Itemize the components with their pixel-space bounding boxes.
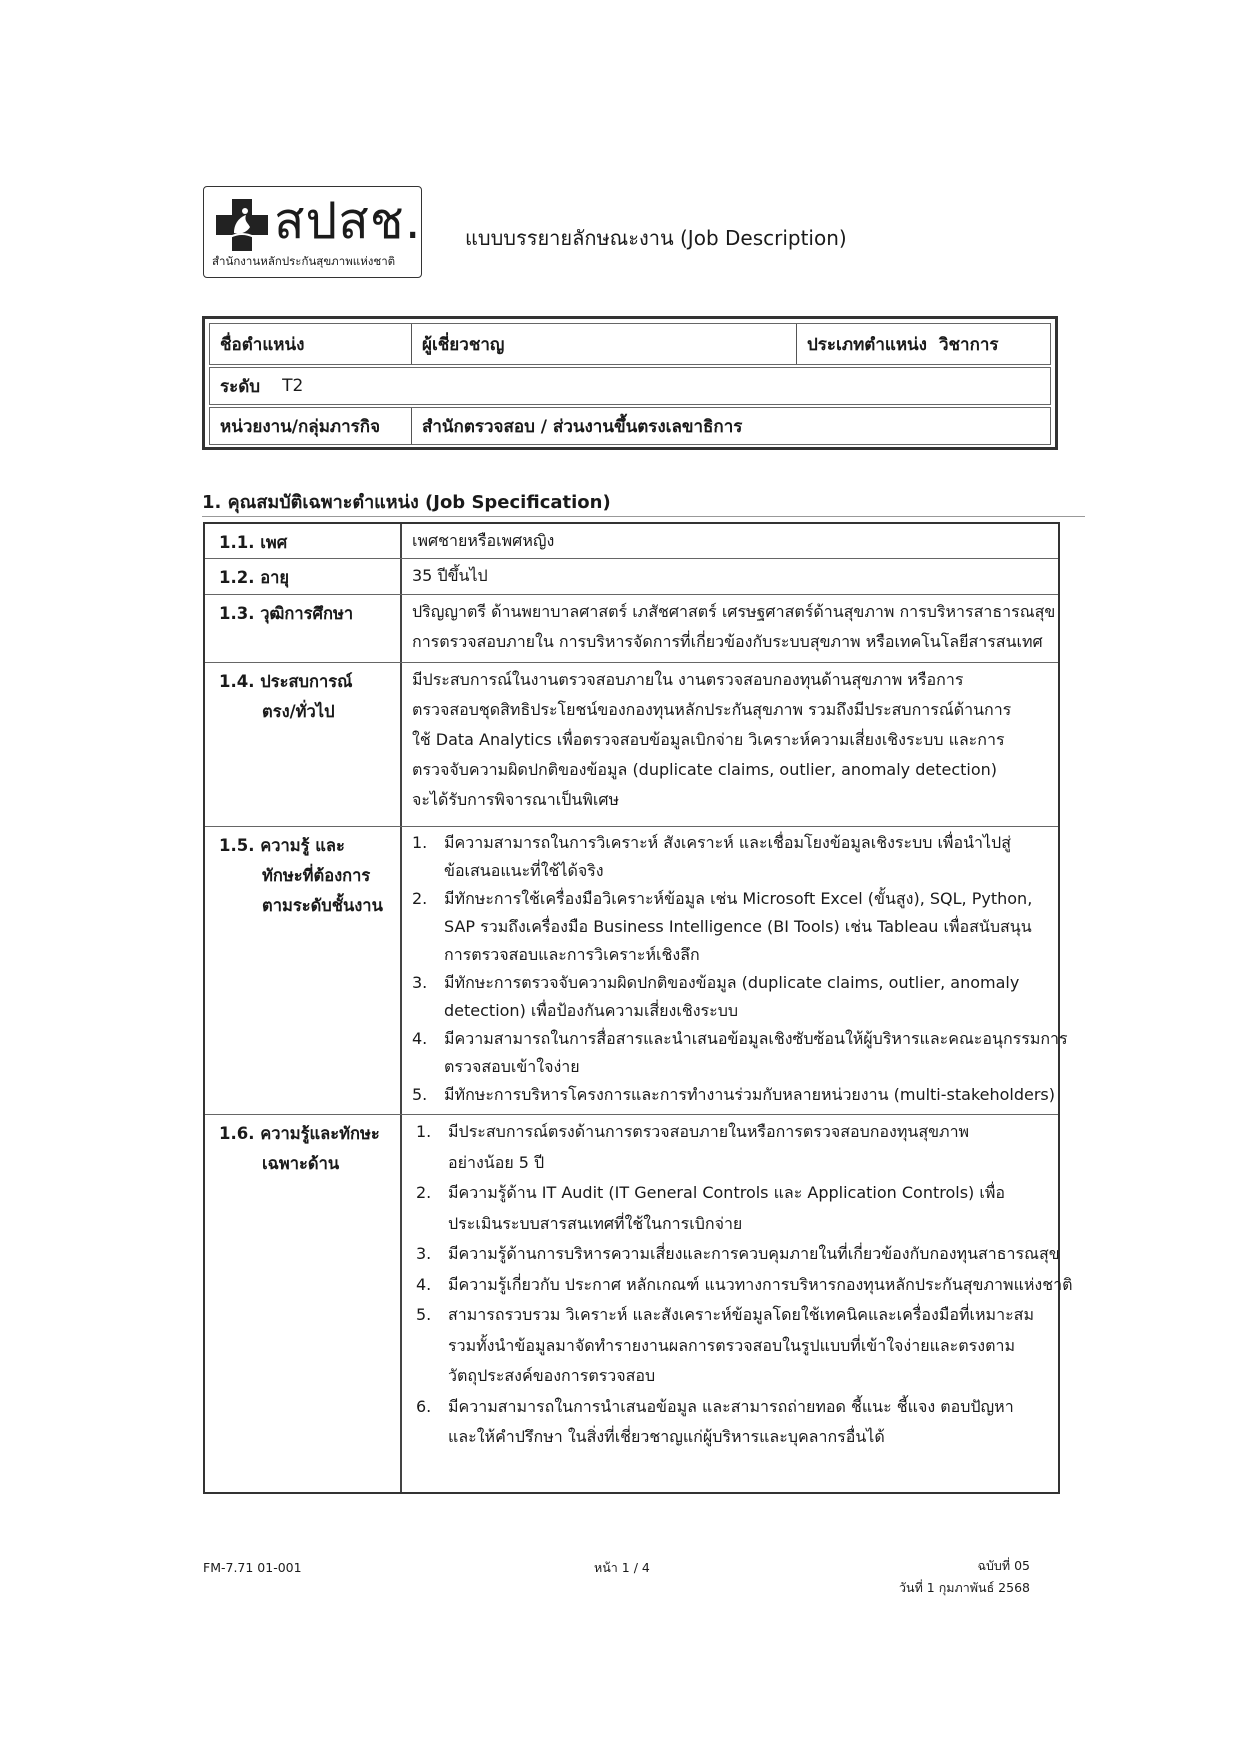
list-text-line: มีประสบการณ์ตรงด้านการตรวจสอบภายในหรือการตรวจสอบกองทุนสุขภาพ bbox=[448, 1122, 970, 1141]
list-item bbox=[416, 1270, 1073, 1301]
spec-content bbox=[402, 524, 1058, 558]
spec-content bbox=[402, 595, 1058, 662]
logo-abbreviation: สปสช. bbox=[274, 192, 422, 250]
list-item bbox=[412, 1025, 1068, 1081]
list-number: 3. bbox=[412, 973, 428, 992]
list-text-line: ประเมินระบบสารสนเทศที่ใช้ในการเบิกจ่าย bbox=[448, 1213, 743, 1233]
spec-label bbox=[205, 559, 402, 594]
spec-label-line: 1.4. ประสบการณ์ bbox=[219, 672, 353, 691]
organization-logo bbox=[203, 186, 422, 278]
spec-content bbox=[402, 827, 1068, 1114]
spec-label-line: 1.1. เพศ bbox=[219, 533, 288, 552]
spec-row-specific-skills bbox=[205, 1115, 1073, 1492]
list-text-line: การตรวจสอบและการวิเคราะห์เชิงลึก bbox=[444, 945, 700, 964]
spec-label-line: 1.5. ความรู้ และ bbox=[219, 836, 345, 855]
list-item bbox=[416, 1178, 1042, 1239]
spec-label-line: ตรง/ทั่วไป bbox=[262, 702, 335, 721]
edition-number: ฉบับที่ 05 bbox=[977, 1558, 1030, 1573]
header-row-unit bbox=[209, 407, 1051, 445]
spec-row-experience bbox=[205, 663, 1058, 827]
spec-content bbox=[402, 559, 1058, 594]
list-number: 1. bbox=[412, 833, 428, 852]
list-text-line: มีความรู้เกี่ยวกับ ประกาศ หลักเกณฑ์ แนวทางการบริหารกองทุนหลักประกันสุขภาพแห่งชาติ bbox=[448, 1274, 1073, 1294]
list-text-line: SAP รวมถึงเครื่องมือ Business Intelligence (BI Tools) เช่น Tableau เพื่อสนับสนุน bbox=[444, 917, 1032, 936]
list-text-line: มีทักษะการตรวจจับความผิดปกติของข้อมูล (duplicate claims, outlier, anomaly bbox=[444, 973, 1020, 992]
list-text-line: มีความรู้ด้าน IT Audit (IT General Controls และ Application Controls) เพื่อ bbox=[448, 1183, 1006, 1202]
position-type-value: วิชาการ bbox=[938, 334, 999, 355]
spec-text-line: การตรวจสอบภายใน การบริหารจัดการที่เกี่ยวข้องกับระบบสุขภาพ หรือเทคโนโลยีสารสนเทศ bbox=[412, 632, 1043, 651]
spec-text-line: ตรวจสอบชุดสิทธิประโยชน์ของกองทุนหลักประกันสุขภาพ รวมถึงมีประสบการณ์ด้านการ bbox=[412, 700, 1012, 719]
spec-text-line: ตรวจจับความผิดปกติของข้อมูล (duplicate claims, outlier, anomaly detection) bbox=[412, 760, 998, 779]
header-row-level bbox=[209, 367, 1051, 405]
list-number: 5. bbox=[416, 1305, 432, 1324]
job-header-table bbox=[202, 316, 1058, 450]
spec-row-education bbox=[205, 595, 1058, 663]
unit-value: สำนักตรวจสอบ / ส่วนงานขึ้นตรงเลขาธิการ bbox=[422, 416, 743, 437]
spec-label-line: เฉพาะด้าน bbox=[262, 1154, 340, 1173]
position-label: ชื่อตำแหน่ง bbox=[210, 324, 412, 364]
form-code: FM-7.71 01-001 bbox=[203, 1560, 302, 1575]
spec-row-required-skills bbox=[205, 827, 1068, 1115]
spec-text-line: ใช้ Data Analytics เพื่อตรวจสอบข้อมูลเบิกจ่าย วิเคราะห์ความเสี่ยงเชิงระบบ และการ bbox=[412, 730, 1005, 749]
spec-label bbox=[205, 1115, 402, 1492]
list-text-line: มีความสามารถในการวิเคราะห์ สังเคราะห์ และเชื่อมโยงข้อมูลเชิงระบบ เพื่อนำไปสู่ bbox=[444, 833, 1011, 852]
section-underline bbox=[202, 516, 1085, 517]
list-number: 4. bbox=[412, 1029, 428, 1048]
list-number: 4. bbox=[416, 1274, 432, 1294]
spec-text-line: จะได้รับการพิจารณาเป็นพิเศษ bbox=[412, 790, 620, 809]
list-item bbox=[416, 1300, 1042, 1392]
document-title: แบบบรรยายลักษณะงาน (Job Description) bbox=[465, 226, 847, 250]
section-title: 1. คุณสมบัติเฉพาะตำแหน่ง (Job Specification) bbox=[202, 492, 611, 513]
list-number: 6. bbox=[416, 1396, 432, 1416]
spec-text-line: มีประสบการณ์ในงานตรวจสอบภายใน งานตรวจสอบกองทุนด้านสุขภาพ หรือการ bbox=[412, 670, 964, 689]
spec-label-line: 1.3. วุฒิการศึกษา bbox=[219, 604, 354, 623]
list-number: 3. bbox=[416, 1244, 432, 1263]
list-text-line: ข้อเสนอแนะที่ใช้ได้จริง bbox=[444, 861, 604, 880]
list-item bbox=[412, 969, 1042, 1025]
spec-row-sex bbox=[205, 524, 1058, 559]
list-text-line: รวมทั้งนำข้อมูลมาจัดทำรายงานผลการตรวจสอบในรูปแบบที่เข้าใจง่ายและตรงตาม bbox=[448, 1335, 1015, 1355]
effective-date: วันที่ 1 กุมภาพันธ์ 2568 bbox=[899, 1580, 1030, 1595]
list-text-line: มีทักษะการบริหารโครงการและการทำงานร่วมกับหลายหน่วยงาน (multi-stakeholders) bbox=[444, 1085, 1056, 1104]
list-number: 1. bbox=[416, 1122, 432, 1141]
list-text-line: สามารถรวบรวม วิเคราะห์ และสังเคราะห์ข้อมูลโดยใช้เทคนิคและเครื่องมือที่เหมาะสม bbox=[448, 1305, 1034, 1324]
unit-label: หน่วยงาน/กลุ่มภารกิจ bbox=[210, 408, 412, 444]
header-row-position bbox=[209, 323, 1051, 365]
list-text-line: detection) เพื่อป้องกันความเสี่ยงเชิงระบบ bbox=[444, 1001, 738, 1020]
position-value: ผู้เชี่ยวชาญ bbox=[412, 324, 797, 364]
list-text-line: มีความสามารถในการสื่อสารและนำเสนอข้อมูลเชิงซับซ้อนให้ผู้บริหารและคณะอนุกรรมการ bbox=[444, 1029, 1068, 1048]
level-value: T2 bbox=[282, 376, 304, 396]
list-text-line: และให้คำปรึกษา ในสิ่งที่เชี่ยวชาญแก่ผู้บริหารและบุคลากรอื่นได้ bbox=[448, 1427, 885, 1446]
spec-label bbox=[205, 595, 402, 662]
spec-text-line: เพศชายหรือเพศหญิง bbox=[412, 531, 555, 550]
list-text-line: ตรวจสอบเข้าใจง่าย bbox=[444, 1057, 580, 1076]
list-item bbox=[416, 1117, 1042, 1178]
list-number: 2. bbox=[416, 1183, 432, 1202]
list-item bbox=[412, 829, 1042, 885]
spec-content bbox=[402, 663, 1058, 826]
list-text-line: อย่างน้อย 5 ปี bbox=[448, 1152, 545, 1172]
spec-content bbox=[402, 1115, 1073, 1492]
level-label: ระดับ bbox=[220, 376, 261, 397]
list-text-line: มีความสามารถในการนำเสนอข้อมูล และสามารถถ่ายทอด ชี้แนะ ชี้แจง ตอบปัญหา bbox=[448, 1396, 1014, 1416]
list-text-line: วัตถุประสงค์ของการตรวจสอบ bbox=[448, 1366, 656, 1385]
list-text-line: มีทักษะการใช้เครื่องมือวิเคราะห์ข้อมูล เช่น Microsoft Excel (ขั้นสูง), SQL, Python, bbox=[444, 889, 1033, 908]
list-item bbox=[416, 1239, 1060, 1270]
list-text-line: มีความรู้ด้านการบริหารความเสี่ยงและการควบคุมภายในที่เกี่ยวข้องกับกองทุนสาธารณสุข bbox=[448, 1244, 1060, 1263]
health-cross-icon bbox=[214, 197, 270, 253]
spec-label-line: 1.6. ความรู้และทักษะ bbox=[219, 1124, 380, 1143]
spec-label-line: 1.2. อายุ bbox=[219, 568, 290, 587]
spec-label bbox=[205, 524, 402, 558]
spec-label-line: ทักษะที่ต้องการ bbox=[262, 866, 371, 885]
list-number: 5. bbox=[412, 1085, 428, 1104]
list-item bbox=[412, 885, 1042, 969]
level-cell bbox=[210, 368, 1050, 404]
position-type bbox=[797, 324, 1050, 364]
job-specification-table bbox=[203, 522, 1073, 1494]
spec-row-age bbox=[205, 559, 1058, 595]
position-type-label: ประเภทตำแหน่ง bbox=[807, 334, 927, 355]
spec-label bbox=[205, 827, 402, 1114]
page-number: หน้า 1 / 4 bbox=[594, 1560, 650, 1575]
list-number: 2. bbox=[412, 889, 428, 908]
spec-label-line: ตามระดับชั้นงาน bbox=[262, 896, 383, 915]
spec-label bbox=[205, 663, 402, 826]
list-item bbox=[412, 1081, 1056, 1109]
spec-text-line: ปริญญาตรี ด้านพยาบาลศาสตร์ เภสัชศาสตร์ เศรษฐศาสตร์ด้านสุขภาพ การบริหารสาธารณสุข bbox=[412, 602, 1056, 621]
logo-full-name: สำนักงานหลักประกันสุขภาพแห่งชาติ bbox=[212, 254, 396, 268]
spec-text-line: 35 ปีขึ้นไป bbox=[412, 566, 488, 585]
list-item bbox=[416, 1392, 1042, 1453]
